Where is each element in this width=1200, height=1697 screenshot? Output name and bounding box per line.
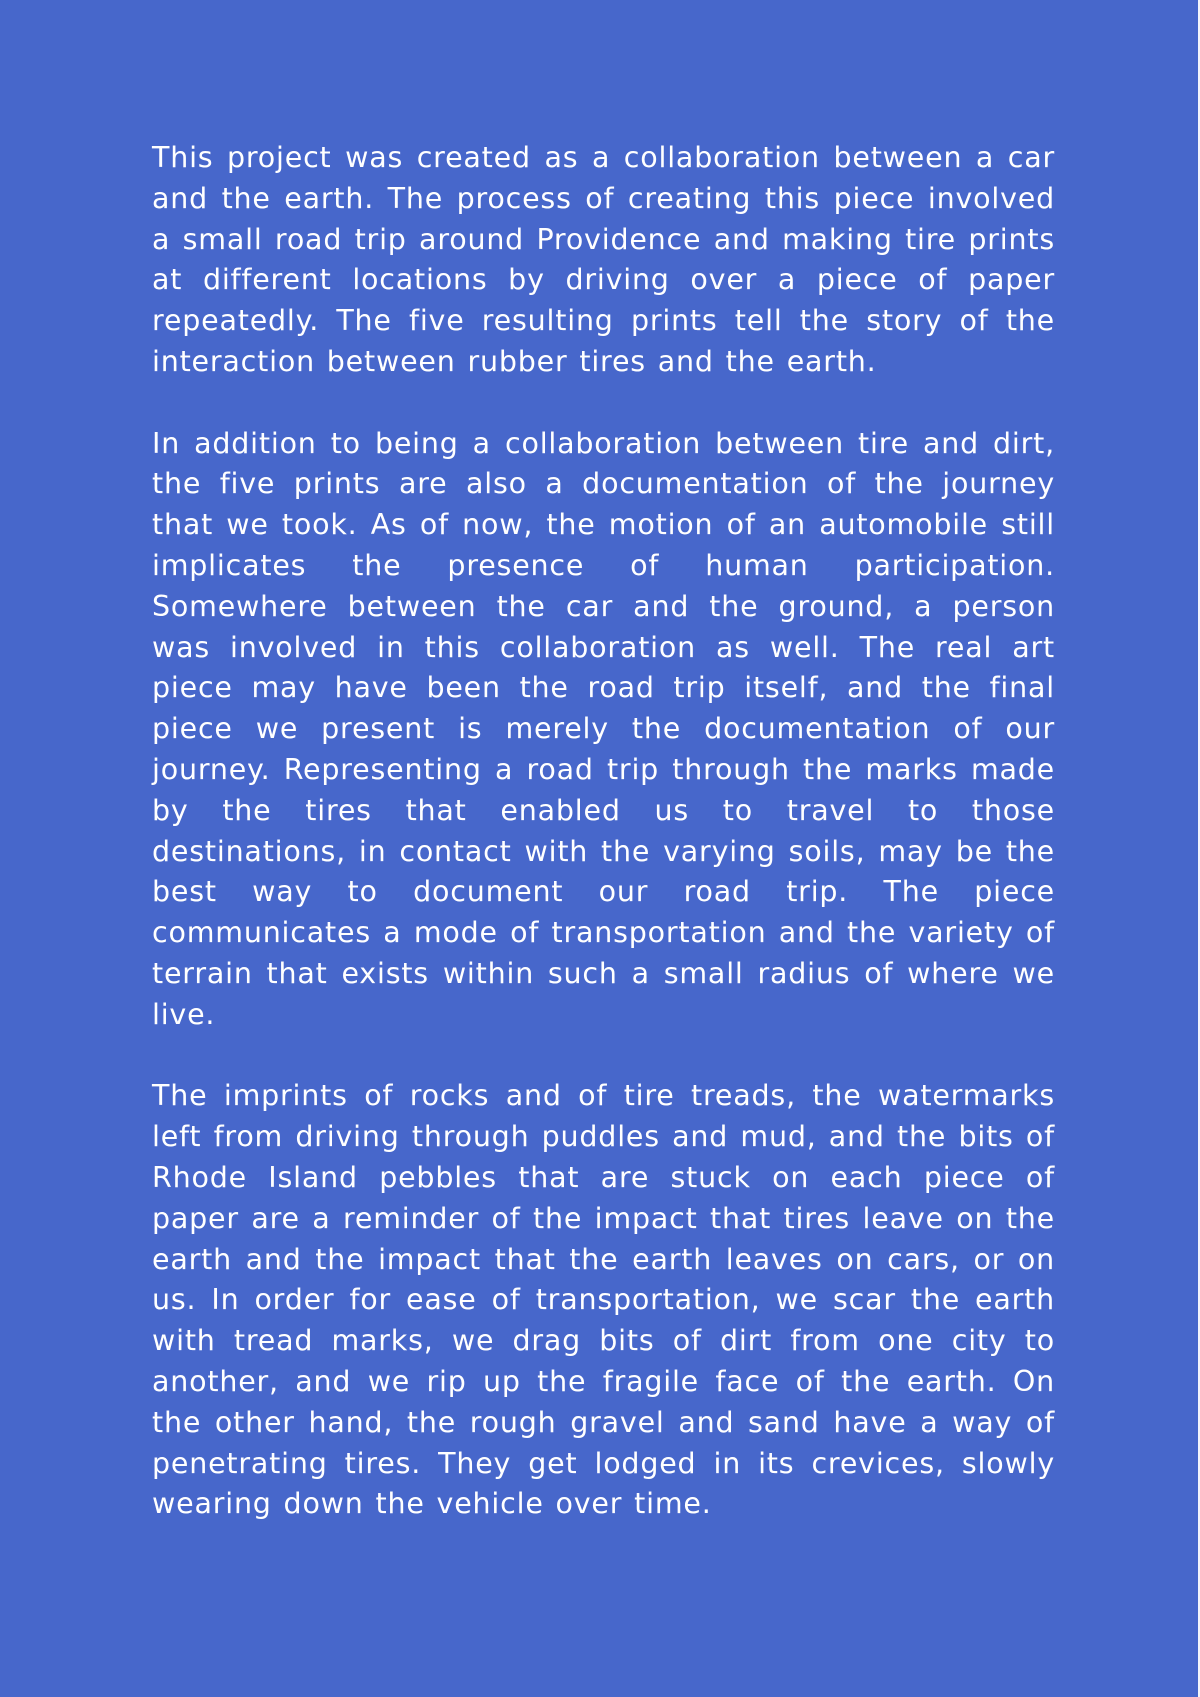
- paragraph-3: The imprints of rocks and of tire treads, the watermarks left from driving through puddles and mud, and the bits of Rhode Island pebbles that are stuck on each piece of paper are a reminder of the impact that tires leave on the earth and the impact that the earth leaves on cars, or on us. In order for ease of transportation, we scar the earth with tread marks, we drag bits of dirt from one city to another, and we rip up the fragile face of the earth. On the other hand, the rough gravel and sand have a way of penetrating tires. They get lodged in its crevices, slowly wearing down the vehicle over time.: [152, 1079, 1055, 1521]
- paragraph-2: In addition to being a collaboration between tire and dirt, the five prints are also a documentation of the journey that we took. As of now, the motion of an automobile still implicates the presence of human participation. Somewhere between the car and the ground, a person was involved in this collaboration as well. The real art piece may have been the road trip itself, and the final piece we present is merely the documentation of our journey. Representing a road trip through the marks made by the tires that enabled us to travel to those destinations, in contact with the varying soils, may be the best way to document our road trip. The piece communicates a mode of transportation and the variety of terrain that exists within such a small radius of where we live.: [152, 426, 1055, 1031]
- body-text: [152, 138, 1055, 1566]
- paragraph-1: This project was created as a collaboration between a car and the earth. The process of creating this piece involved a small road trip around Providence and making tire prints at different locations by driving over a piece of paper repeatedly. The five resulting prints tell the story of the interaction between rubber tires and the earth.: [152, 141, 1055, 378]
